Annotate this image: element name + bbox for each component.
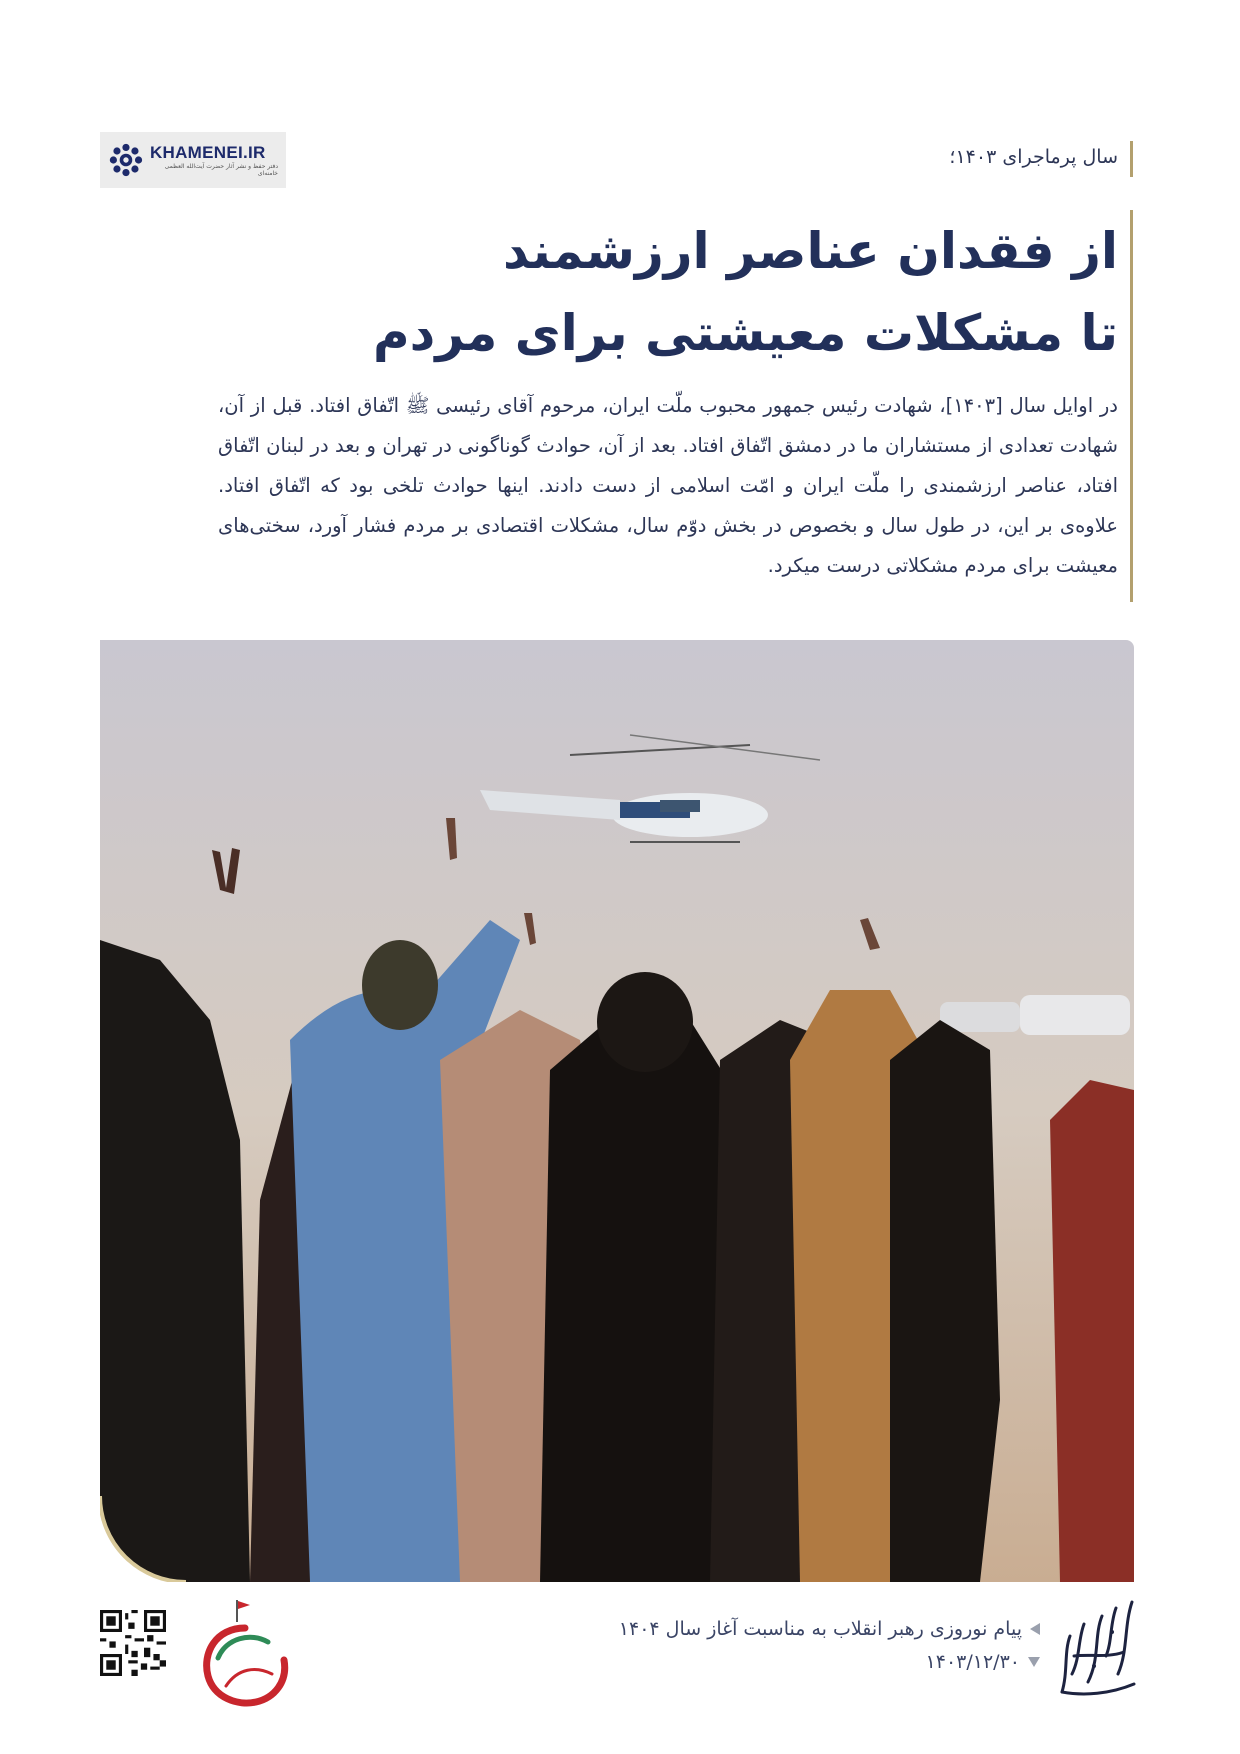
logo-text: KHAMENEI.IR: [149, 143, 266, 162]
date-text: ۱۴۰۳/۱۲/۳۰: [925, 1651, 1020, 1673]
title-line-1: از فقدان عناصر ارزشمند: [502, 222, 1118, 280]
logo-subtext: دفتر حفظ و نشر آثار حضرت آیت‌الله العظمی خامنه‌ای: [164, 163, 278, 177]
title-line-2: تا مشکلات معیشتی برای مردم: [373, 304, 1118, 362]
footer-occasion: [619, 1618, 1040, 1640]
article-photo: [100, 640, 1134, 1582]
footer-date: [926, 1651, 1040, 1673]
triangle-down-icon: [1028, 1657, 1040, 1667]
series-label: سال پرماجرای ۱۴۰۳؛: [949, 146, 1118, 168]
article-body: در اوایل سال [۱۴۰۳]، شهادت رئیس جمهور محبوب ملّت ایران، مرحوم آقای رئیسی ﷺ اتّفاق افتاد. قبل از آن، شهادت تعدادی از مستشاران ما در دمشق اتّفاق افتاد. بعد از آن، حوادث گوناگونی در تهران و بعد در لبنان اتّفاق افتاد، عناصر ارزشمندی را ملّت ایران و امّت اسلامی از دست دادند. اینها حوادث تلخی بود که اتّفاق افتاد. علاوه‌ی بر این، در طول سال و بخصوص در بخش دوّم سال، مشکلات اقتصادی بر مردم فشار آورد، سختی‌های معیشت برای مردم مشکلاتی درست میکرد.: [218, 394, 1118, 577]
article-accent-bar: [1130, 210, 1133, 602]
qr-code-icon: [100, 1610, 166, 1676]
series-accent-bar: [1130, 141, 1133, 177]
gear-logo-icon: [108, 141, 144, 179]
occasion-text: پیام نوروزی رهبر انقلاب به مناسبت آغاز سال ۱۴۰۴: [618, 1618, 1022, 1640]
site-logo: [100, 132, 286, 188]
slogan-calligraphy: [1054, 1596, 1140, 1700]
triangle-left-icon: [1030, 1623, 1040, 1635]
event-logo: [196, 1598, 294, 1710]
photo-corner-ornament: [100, 1496, 186, 1582]
page-title: [373, 210, 1118, 374]
